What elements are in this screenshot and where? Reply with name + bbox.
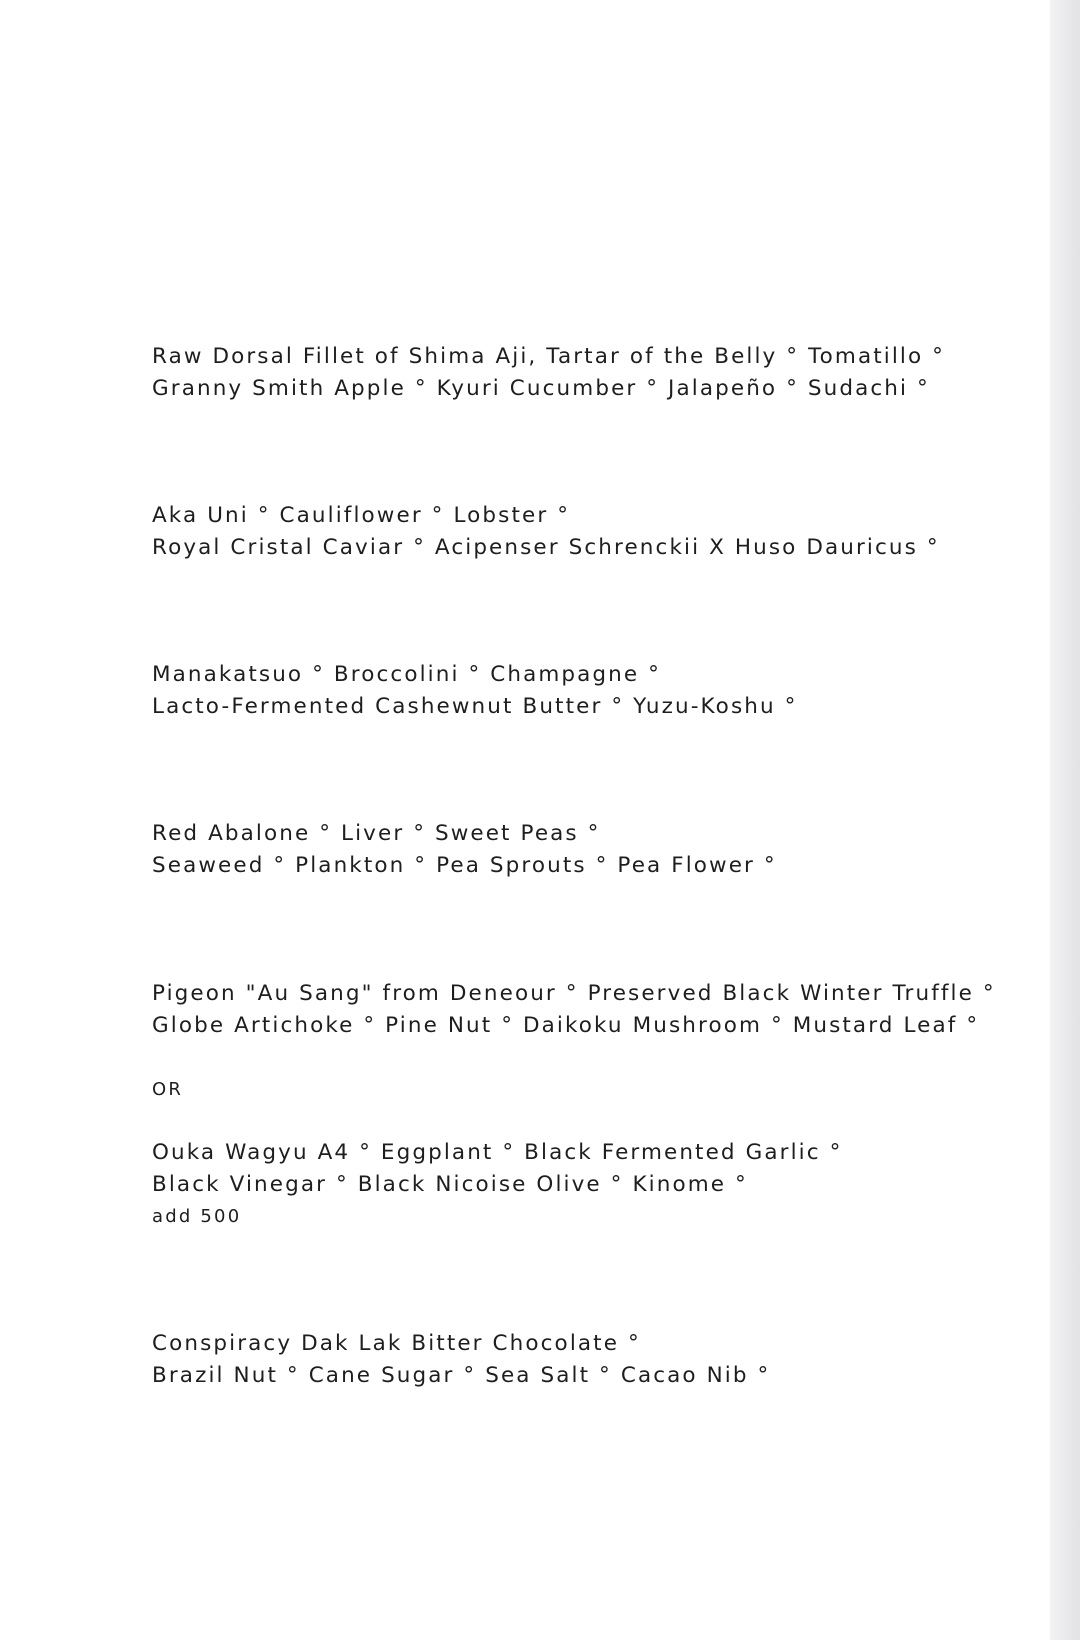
course-3-line-2: Lacto-Fermented Cashewnut Butter ° Yuzu-Koshu ° xyxy=(152,694,798,719)
page-edge-shadow xyxy=(1050,0,1080,1640)
course-5-alt-supplement: add 500 xyxy=(152,1206,242,1227)
course-6-line-2: Brazil Nut ° Cane Sugar ° Sea Salt ° Cacao Nib ° xyxy=(152,1363,771,1388)
course-2-line-2: Royal Cristal Caviar ° Acipenser Schrenckii X Huso Dauricus ° xyxy=(152,535,940,560)
course-4-line-1: Red Abalone ° Liver ° Sweet Peas ° xyxy=(152,821,601,846)
course-5-line-1: Pigeon "Au Sang" from Deneour ° Preserved Black Winter Truffle ° xyxy=(152,981,996,1006)
or-separator: OR xyxy=(152,1079,184,1100)
course-5-alt-line-1: Ouka Wagyu A4 ° Eggplant ° Black Fermented Garlic ° xyxy=(152,1140,843,1165)
course-6-line-1: Conspiracy Dak Lak Bitter Chocolate ° xyxy=(152,1331,641,1356)
course-5-alt-line-2: Black Vinegar ° Black Nicoise Olive ° Kinome ° xyxy=(152,1172,748,1197)
course-2-line-1: Aka Uni ° Cauliflower ° Lobster ° xyxy=(152,503,571,528)
course-1-line-2: Granny Smith Apple ° Kyuri Cucumber ° Jalapeño ° Sudachi ° xyxy=(152,376,930,401)
course-4-line-2: Seaweed ° Plankton ° Pea Sprouts ° Pea Flower ° xyxy=(152,853,777,878)
course-5-line-2: Globe Artichoke ° Pine Nut ° Daikoku Mushroom ° Mustard Leaf ° xyxy=(152,1013,980,1038)
course-3-line-1: Manakatsuo ° Broccolini ° Champagne ° xyxy=(152,662,662,687)
course-1-line-1: Raw Dorsal Fillet of Shima Aji, Tartar of the Belly ° Tomatillo ° xyxy=(152,344,946,369)
